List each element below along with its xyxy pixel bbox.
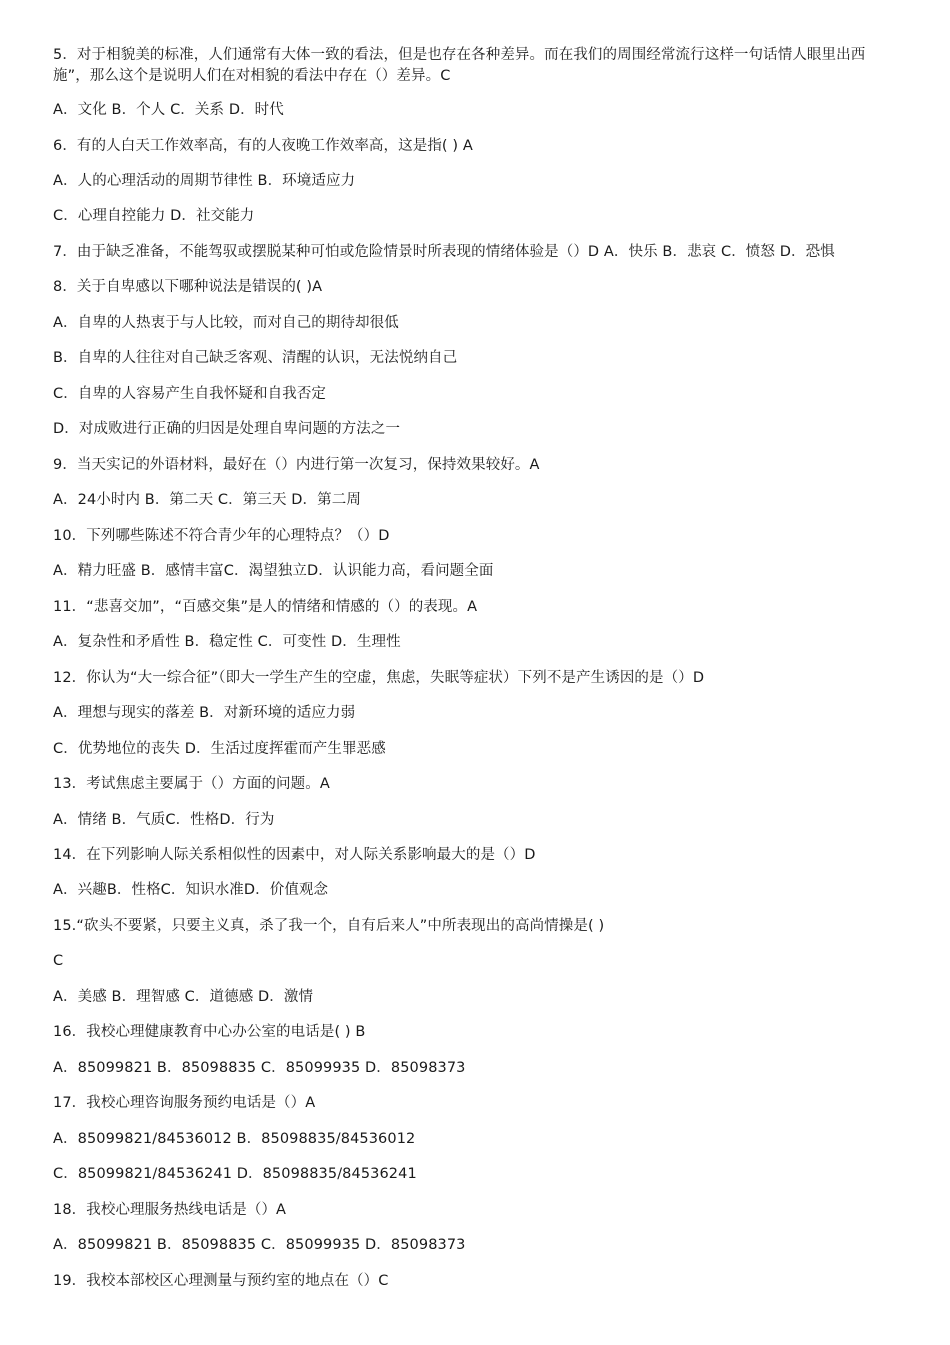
- question-6-options-cd: C．心理自控能力 D．社交能力: [53, 208, 255, 224]
- question-9-options: A．24小时内 B．第二天 C．第三天 D．第二周: [53, 492, 361, 508]
- question-17-options-ab: A．85099821/84536012 B．85098835/84536012: [53, 1131, 416, 1147]
- question-10-stem: 10．下列哪些陈述不符合青少年的心理特点？（）D: [53, 528, 390, 544]
- question-15-answer: C: [53, 953, 64, 969]
- question-10-options: A．精力旺盛 B．感情丰富C．渴望独立D．认识能力高，看问题全面: [53, 563, 494, 579]
- question-8-option-b: B．自卑的人往往对自己缺乏客观、清醒的认识，无法悦纳自己: [53, 350, 458, 366]
- question-6-stem: 6．有的人白天工作效率高，有的人夜晚工作效率高，这是指( ) A: [53, 138, 473, 154]
- question-12-stem: 12．你认为“大一综合征”（即大一学生产生的空虚，焦虑，失眠等症状）下列不是产生诱因的是（）D: [53, 670, 705, 686]
- question-9-stem: 9．当天实记的外语材料，最好在（）内进行第一次复习，保持效果较好。A: [53, 457, 540, 473]
- question-19-stem: 19．我校本部校区心理测量与预约室的地点在（）C: [53, 1273, 389, 1289]
- question-7-stem: 7．由于缺乏准备，不能驾驭或摆脱某种可怕或危险情景时所表现的情绪体验是（）D A．快乐 B．悲哀 C．愤怒 D．恐惧: [53, 244, 835, 260]
- question-8-option-d: D．对成败进行正确的归因是处理自卑问题的方法之一: [53, 421, 401, 437]
- question-5-options: A．文化 B．个人 C．关系 D．时代: [53, 102, 284, 118]
- question-14-options: A．兴趣B．性格C．知识水准D．价值观念: [53, 882, 329, 898]
- question-15-stem: 15.“砍头不要紧，只要主义真，杀了我一个，自有后来人”中所表现出的高尚情操是( ): [53, 918, 605, 934]
- question-8-option-c: C．自卑的人容易产生自我怀疑和自我否定: [53, 386, 327, 402]
- question-11-stem: 11．“悲喜交加”，“百感交集”是人的情绪和情感的（）的表现。A: [53, 599, 478, 615]
- question-12-options-cd: C．优势地位的丧失 D．生活过度挥霍而产生罪恶感: [53, 741, 386, 757]
- question-12-options-ab: A．理想与现实的落差 B．对新环境的适应力弱: [53, 705, 356, 721]
- question-16-stem: 16．我校心理健康教育中心办公室的电话是( ) B: [53, 1024, 366, 1040]
- question-18-stem: 18．我校心理服务热线电话是（）A: [53, 1202, 287, 1218]
- question-17-stem: 17．我校心理咨询服务预约电话是（）A: [53, 1095, 316, 1111]
- question-13-options: A．情绪 B．气质C．性格D．行为: [53, 812, 275, 828]
- question-14-stem: 14．在下列影响人际关系相似性的因素中，对人际关系影响最大的是（）D: [53, 847, 536, 863]
- question-13-stem: 13．考试焦虑主要属于（）方面的问题。A: [53, 776, 330, 792]
- question-8-option-a: A．自卑的人热衷于与人比较，而对自己的期待却很低: [53, 315, 399, 331]
- question-5-stem: 5．对于相貌美的标准，人们通常有大体一致的看法，但是也存在各种差异。而在我们的周围经常流行这样一句话情人眼里出西施”，那么这个是说明人们在对相貌的看法中存在（）差异。C: [53, 47, 866, 84]
- question-6-options-ab: A．人的心理活动的周期节律性 B．环境适应力: [53, 173, 356, 189]
- question-17-options-cd: C．85099821/84536241 D．85098835/84536241: [53, 1166, 417, 1182]
- question-8-stem: 8．关于自卑感以下哪种说法是错误的( )A: [53, 279, 323, 295]
- question-15-options: A．美感 B．理智感 C．道德感 D．激情: [53, 989, 314, 1005]
- question-11-options: A．复杂性和矛盾性 B．稳定性 C．可变性 D．生理性: [53, 634, 401, 650]
- question-18-options: A．85099821 B．85098835 C．85099935 D．85098373: [53, 1237, 466, 1253]
- question-16-options: A．85099821 B．85098835 C．85099935 D．85098373: [53, 1060, 466, 1076]
